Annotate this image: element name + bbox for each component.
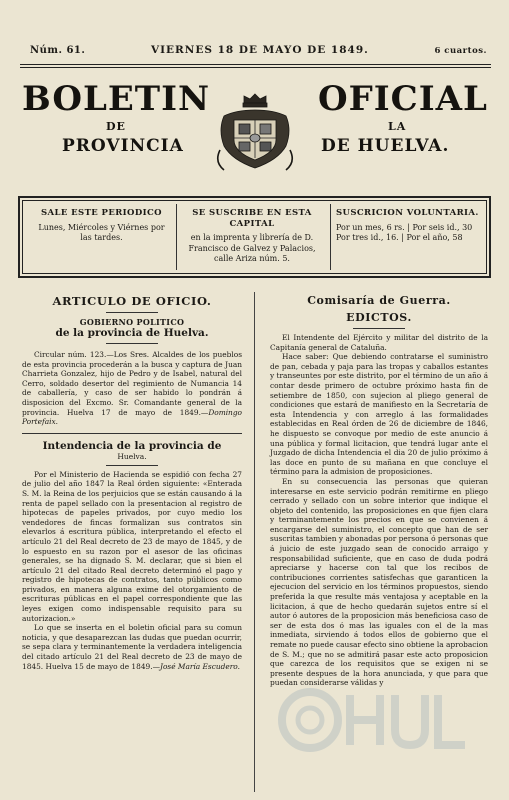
info-divider: [176, 204, 177, 270]
issue-number: Núm. 61.: [30, 45, 86, 56]
edictos-heading: EDICTOS.: [346, 311, 412, 324]
hace-saber-paragraph: Hace saber: Que debiendo contratarse el suministro de pan, cebada y paja para las tropas y caballos estantes y transeuntes por este distrito, por el término de un año á contar desde primero de octubre próximo hasta fin de setiembre de 1850, con sujecion al pliego general de condiciones que estará de manifiesto en la Secretaría de esta Intendencia y con arreglo á las formalidades establecidas en Real órden de 26 de diciembre de 1846, he dispuesto se convoque por medio de este anuncio á una pública y formal licitacion, que tendrá lugar ante el Juzgado de dicha Intendencia el dia 20 de julio próximo á las doce en punto de su mañana en que concluye el término para la admision de proposiciones.: [270, 352, 488, 477]
gobierno-heading: GOBIERNO POLITICO: [79, 317, 185, 327]
column-divider: [254, 292, 255, 792]
province-heading: de la provincia de Huelva.: [55, 327, 209, 339]
right-column: [270, 290, 488, 688]
subscription-box: [18, 196, 491, 278]
divider: [22, 433, 242, 434]
notice-paragraph: Lo que se inserta en el boletin oficial para su comun noticia, y que desaparezcan las dudas que puedan ocurrir, se sepa clara y terminantemente la verdadera inteligencia del citado artículo 21 del Real decreto de 23 de mayo de 1845. Huelva 15 de mayo de 1849.—José María Escudero.: [22, 623, 242, 671]
divider: [106, 465, 158, 466]
masthead: [18, 78, 491, 180]
consecuencia-paragraph: En su consecuencia las personas que quieran interesarse en este servicio podrán remitirme en pliego cerrado y sellado con un sobre interior que indique el objeto del contenido, las proposiciones en que fijen clara y terminantemente los precios en que se convienen á encargarse del suministro, el concepto que han de ser suscritas tambien y abonadas por persona ó personas que á juicio de este juzgado sean de conocido arraigo y responsabilidad suficiente, que en caso de duda podrá apreciarse y hacerse con tal que los recibos de contribuciones corrientes satisfechas que garanticen la ejecucion del servicio en los términos propuestos, siendo preferida la que resulte más ventajosa y aceptable en la licitacion, á que de hecho quedarán sujetos entre sí el autor ó autores de la proposicion más beneficiosa caso de ser de esta dos ó mas las iguales con el de la mas inmediata, sirviendo á todos ellos de gobierno que el remate no puede causar efecto sino obtiene la aprobacion de S. M.; que no se admitirá pasar este acto proposicion que carezca de los requisitos que se exigen ni se presente despues de la hora anunciada, y que para que puedan considerarse válidas y: [270, 476, 488, 688]
masthead-boletin: BOLETIN: [22, 79, 211, 119]
price-line-2: Por tres id., 16. | Por el año, 58: [336, 233, 463, 242]
divider: [106, 312, 158, 313]
subscription-place: [182, 208, 322, 265]
masthead-de-huelva: DE HUELVA.: [321, 136, 450, 156]
masthead-la: LA: [388, 120, 407, 133]
subscription-place-title: SE SUSCRIBE EN ESTA CAPITAL: [192, 208, 312, 229]
coat-of-arms-icon: [214, 90, 296, 174]
intendencia-heading: Intendencia de la provincia de: [42, 439, 222, 452]
masthead-provincia: PROVINCIA: [62, 136, 184, 156]
subscription-prices: [336, 208, 486, 244]
dateline: [30, 44, 487, 56]
header-rule: [20, 64, 491, 65]
circular-paragraph: Circular núm. 123.—Los Sres. Alcaldes de los pueblos de esta provincia procederán a la busca y captura de Juan Charrieta Gonzalez, hijo de Pedro y de Isabel, natural del Cerro, soldado desertor del regimiento de Numancia 14 de caballería, y caso de ser habido lo pondrán á disposicion del Excmo. Sr. Comandante general de la provincia. Huelva 17 de mayo de 1849.—Domingo Portefaix.: [22, 350, 242, 427]
price-line-1: Por un mes, 6 rs. | Por seis id., 30: [336, 222, 473, 232]
divider: [106, 343, 158, 344]
subscription-prices-title: SUSCRICION VOLUNTARIA.: [336, 208, 479, 218]
publication-days-text: Lunes, Miércoles y Viérnes por las tardes.: [38, 222, 165, 242]
intendente-paragraph: El Intendente del Ejército y militar del distrito de la Capitanía general de Cataluña.: [270, 333, 488, 352]
circular-signature: Domingo Portefaix.: [22, 407, 242, 427]
left-column: [22, 290, 242, 671]
royal-order-paragraph: Por el Ministerio de Hacienda se espidió con fecha 27 de julio del año 1847 la Real órden siguiente: «Enterada S. M. la Reina de los perjuicios que se están causando á la renta de papel sellado con la presentacion al registro de hipotecas de papeles privados, por cuyo medio los vendedores de fincas formalizan sus contratos sin elevarlos á escritura pública, interpretando el efecto el artículo 21 del Real decreto de 23 de mayo de 1845, y de lo espuesto en su razon por el asesor de las oficinas generales, se ha dignado S. M. declarar, que si bien el artículo 21 del citado Real decreto determinó el pago y registro de hipotecas de contratos, tanto públicos como privados, en manera alguna exime del otorgamiento de escrituras públicas en el papel correspondiente que las leyes exigen como indispensable requisito para su autorizacion.»: [22, 469, 242, 623]
issue-price: 6 cuartos.: [434, 46, 487, 56]
article-section-title: ARTICULO DE OFICIO.: [52, 294, 212, 308]
notice-signature: José María Escudero.: [159, 661, 240, 671]
comisaria-heading: Comisaría de Guerra.: [307, 294, 451, 307]
masthead-oficial: OFICIAL: [318, 79, 488, 119]
subscription-place-text: en la imprenta y librería de D. Francisco de Galvez y Palacios, calle Ariza núm. 5.: [188, 233, 316, 263]
divider: [353, 328, 405, 329]
masthead-de: DE: [106, 120, 126, 133]
header-rule-thin: [20, 67, 491, 68]
intendencia-subheading: Huelva.: [117, 451, 147, 461]
publication-days-title: SALE ESTE PERIODICO: [41, 208, 162, 218]
info-divider: [330, 204, 331, 270]
publication-days: [34, 208, 169, 244]
issue-date: VIERNES 18 DE MAYO DE 1849.: [150, 44, 369, 56]
